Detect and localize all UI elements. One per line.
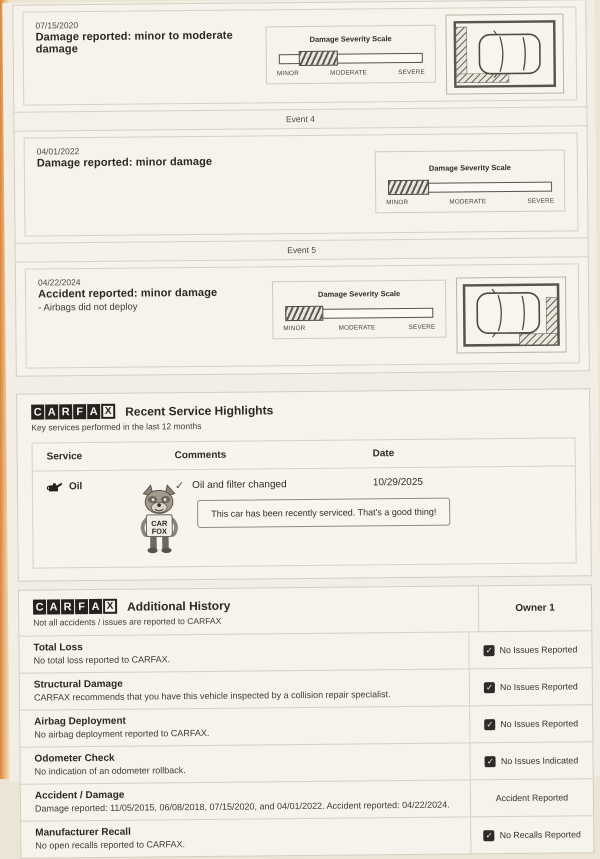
service-name: Oil [68,480,83,492]
severity-scale-title: Damage Severity Scale [428,162,511,173]
history-row-description: CARFAX recommends that you have this vehicle inspected by a collision repair specialist. [33,689,391,703]
history-row-status-cell [470,816,593,853]
history-row-status-cell [469,668,592,705]
carfax-logo-letter: A [87,404,100,419]
event-item [22,6,577,105]
service-comment: Oil and filter changed [192,479,287,492]
history-row-description: Damage reported: 11/05/2015, 06/08/2018, 07/15/2020, and 04/01/2022. Accident reported: 04/22/2024. [34,799,450,814]
severity-label-moderate: MODERATE [449,198,487,206]
status-checkbox: ✓ [486,718,494,729]
history-row-status-cell [468,631,591,668]
history-row-status: No Issues Reported [500,718,579,730]
history-row-description: No open recalls reported to CARFAX. [35,839,185,851]
damage-location-diagram [445,13,564,94]
comments-column-header: Comments [174,449,227,462]
event-title: Damage reported: minor damage [36,155,213,170]
severity-label-minor: MINOR [276,70,300,78]
section-subtitle: Not all accidents / issues are reported to CARFAX [33,615,222,628]
history-row-left [21,817,470,857]
history-row [21,815,593,857]
section-subtitle: Key services performed in the last 12 months [31,420,202,433]
severity-labels [386,198,554,207]
severity-bar [279,50,423,66]
damage-severity-scale [272,280,447,340]
carfax-logo-letter: R [61,599,74,614]
owner-column-header: Owner 1 [478,585,591,631]
damage-severity-scale [375,149,566,213]
history-row [19,630,591,672]
event-date: 07/15/2020 [35,20,79,31]
history-row [20,741,592,783]
history-row-description: No total loss reported to CARFAX. [33,654,171,666]
event-divider: Event 5 [16,237,588,262]
history-row [20,667,592,709]
carfax-logo-letter: R [59,404,72,419]
status-checkbox: ✓ [485,681,494,692]
service-section-header [31,399,575,419]
severity-bar [388,179,552,196]
event-text [37,141,366,229]
carfax-report-page [2,0,600,851]
event-text [38,273,263,361]
mascot-shirt-text-line1: CAR [151,518,168,528]
carfax-logo-letter: A [45,404,58,419]
mascot-shirt-text-line2: FOX [151,526,167,536]
history-row-left [20,669,469,709]
history-row-left [20,706,469,746]
history-row-status: Accident Reported [495,792,569,804]
section-title: Recent Service Highlights [125,402,274,419]
severity-label-moderate: MODERATE [338,324,376,332]
history-row-status: No Issues Reported [499,644,578,656]
history-row-status-cell [469,705,592,742]
severity-bar [285,305,433,321]
check-icon: ✓ [174,480,185,493]
status-checkbox: ✓ [485,644,493,655]
event-text [35,16,256,98]
additional-history-header [19,585,591,635]
date-column-header: Date [372,448,395,460]
carfax-logo-letter: C [31,404,44,419]
carfax-logo [31,404,115,420]
recent-service-highlights-section [16,388,592,582]
history-row-status: No Issues Reported [499,681,578,693]
status-checkbox: ✓ [485,829,493,841]
severity-label-severe: SEVERE [408,323,436,331]
damage-location-diagram [456,276,567,353]
carfax-logo-letter-x: X [103,599,117,614]
severity-label-minor: MINOR [386,198,409,207]
service-callout: This car has been recently serviced. That's a good thing! [197,498,450,528]
service-table [31,437,576,568]
severity-label-severe: SEVERE [398,68,425,77]
severity-label-severe: SEVERE [527,197,555,205]
carfax-logo-letter-x: X [101,404,115,419]
event-date: 04/01/2022 [36,146,80,157]
car-top-view-icon [446,14,563,93]
mascot-callout-area [33,480,576,567]
history-row-description: No airbag deployment reported to CARFAX. [34,727,210,740]
severity-label-minor: MINOR [283,324,306,333]
carfax-logo-letter: A [47,599,60,614]
section-title: Additional History [127,598,231,614]
service-column-header: Service [46,451,83,463]
additional-history-section [18,584,595,858]
severity-scale-title: Damage Severity Scale [309,34,392,44]
history-row-description: No indication of an odometer rollback. [34,765,186,777]
severity-level-indicator [388,180,429,195]
history-row-status: No Issues Indicated [500,755,579,767]
event-note: - Airbags did not deploy [38,301,138,314]
severity-labels [283,324,435,332]
additional-history-header-left [19,586,478,635]
damage-severity-scale [266,25,437,85]
history-row-label: Accident / Damage [34,789,125,802]
severity-scale-title: Damage Severity Scale [317,289,401,299]
event-date: 04/22/2024 [37,277,81,288]
carfax-logo [33,599,117,615]
comment-cell [175,477,373,492]
service-date: 10/29/2025 [372,476,424,489]
history-row-left [19,632,468,672]
carfax-logo-letter: A [89,599,102,614]
carfax-logo-letter: F [75,599,88,614]
vehicle-history-events-section [12,0,590,377]
history-row-left [20,743,469,783]
history-row-status: No Recalls Reported [499,829,581,841]
history-row-status-cell [470,779,593,816]
history-row-left [21,780,470,820]
car-top-view-icon [457,277,566,352]
status-checkbox: ✓ [486,755,495,766]
additional-history-rows [19,630,593,857]
history-row-label: Airbag Deployment [34,715,126,728]
carfax-fox-mascot [129,484,190,557]
history-row-label: Odometer Check [34,752,115,765]
severity-level-indicator [285,306,324,321]
event-divider: Event 4 [14,106,586,131]
history-row-label: Manufacturer Recall [35,826,131,839]
severity-labels [277,69,425,77]
event-item [24,132,579,236]
event-title: Damage reported: minor to moderate damage [35,29,233,56]
history-row [20,704,592,746]
history-row-label: Total Loss [33,642,83,654]
severity-label-moderate: MODERATE [330,69,368,77]
carfax-logo-letter: F [73,404,86,419]
history-row [21,778,593,820]
event-title: Accident reported: minor damage [38,286,218,301]
history-row-status-cell [469,742,592,779]
event-item [25,263,580,368]
severity-level-indicator [299,51,338,66]
carfax-logo-letter: C [33,599,46,614]
oil-can-icon [47,480,63,492]
history-row-label: Structural Damage [33,678,123,691]
